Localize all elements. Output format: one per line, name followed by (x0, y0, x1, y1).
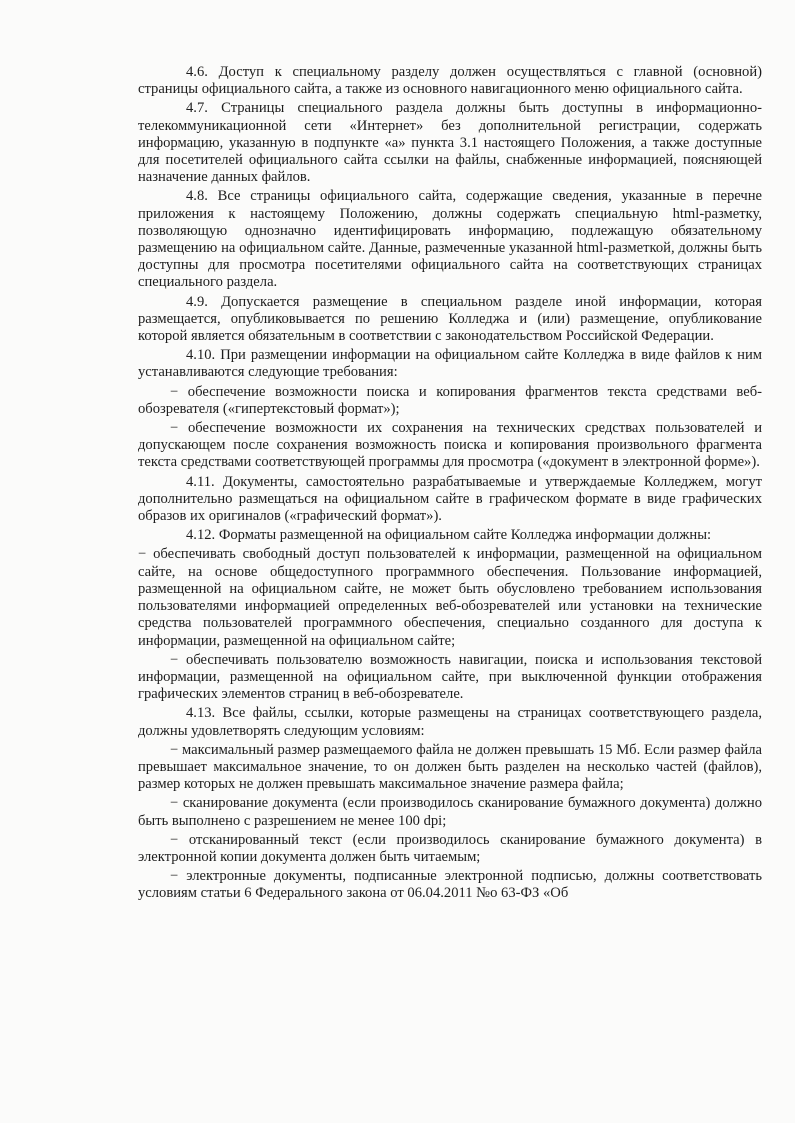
list-item: − обеспечивать свободный доступ пользователей к информации, размещенной на официальном сайте, на основе общедоступного программного обеспечения. Пользование информацией, размещенной на официальном сайте, не может быть обусловлено требованием использования пользователями информацией определенных веб-обозревателей или установки на технические средства пользователей программного обеспечения, специально созданного для доступа к информации, размещенной на официальном сайте; (138, 546, 762, 649)
list-item: − отсканированный текст (если производилось сканирование бумажного документа) в электронной копии документа должен быть читаемым; (138, 831, 762, 865)
list-item: − обеспечивать пользователю возможность навигации, поиска и использования текстовой информации, размещенной на официальном сайте, при выключенной функции отображения графических элементов страниц в веб-обозревателе. (138, 651, 762, 703)
paragraph-4-12: 4.12. Форматы размещенной на официальном сайте Колледжа информации должны: (186, 527, 712, 544)
paragraph-4-7: 4.7. Страницы специального раздела должны быть доступны в информационно-телекоммуникационной сети «Интернет» без дополнительной регистрации, содержать информацию, указанную в подпункте «а» пункта 3.1 настоящего Положения, а также доступные для посетителей официального сайта ссылки на файлы, снабженные информацией, поясняющей назначение данных файлов. (138, 100, 762, 186)
paragraph-4-11: 4.11. Документы, самостоятельно разрабатываемые и утверждаемые Колледжем, могут дополнительно размещаться на официальном сайте в графическом формате в виде графических образов их оригиналов («графический формат»). (138, 473, 762, 525)
paragraph-4-10: 4.10. При размещении информации на официальном сайте Колледжа в виде файлов к ним устанавливаются следующие требования: (138, 347, 762, 381)
list-item: − обеспечение возможности их сохранения на технических средствах пользователей и допускающем после сохранения возможность поиска и копирования произвольного фрагмента текста средствами соответствующей программы для просмотра («документ в электронной форме»). (138, 420, 762, 471)
list-item: − сканирование документа (если производилось сканирование бумажного документа) должно быть выполнено с разрешением не менее 100 dpi; (138, 795, 762, 829)
paragraph-4-13: 4.13. Все файлы, ссылки, которые размещены на страницах соответствующего раздела, должны удовлетворять следующим условиям: (138, 705, 762, 739)
document-body (138, 64, 762, 905)
list-item: − обеспечение возможности поиска и копирования фрагментов текста средствами веб-обозревателя («гипертекстовый формат»); (138, 383, 762, 417)
list-item: − максимальный размер размещаемого файла не должен превышать 15 Мб. Если размер файла превышает максимальное значение, то он должен быть разделен на несколько частей (файлов), размер которых не должен превышать максимальное значение размера файла; (138, 741, 762, 793)
paragraph-4-6: 4.6. Доступ к специальному разделу должен осуществляться с главной (основной) страницы официального сайта, а также из основного навигационного меню официального сайта. (138, 64, 762, 98)
paragraph-4-8: 4.8. Все страницы официального сайта, содержащие сведения, указанные в перечне приложения к настоящему Положению, должны содержать специальную html-разметку, позволяющую однозначно идентифицировать информацию, подлежащую обязательному размещению на официальном сайте. Данные, размеченные указанной html-разметкой, должны быть доступны для просмотра посетителями официального сайта на соответствующих страницах специального раздела. (138, 188, 762, 291)
paragraph-4-9: 4.9. Допускается размещение в специальном разделе иной информации, которая размещается, опубликовывается по решению Колледжа и (или) размещение, опубликование которой является обязательным в соответствии с законодательством Российской Федерации. (138, 293, 762, 345)
list-item: − электронные документы, подписанные электронной подписью, должны соответствовать условиям статьи 6 Федерального закона от 06.04.2011 №о 63-ФЗ «Об (138, 868, 762, 902)
